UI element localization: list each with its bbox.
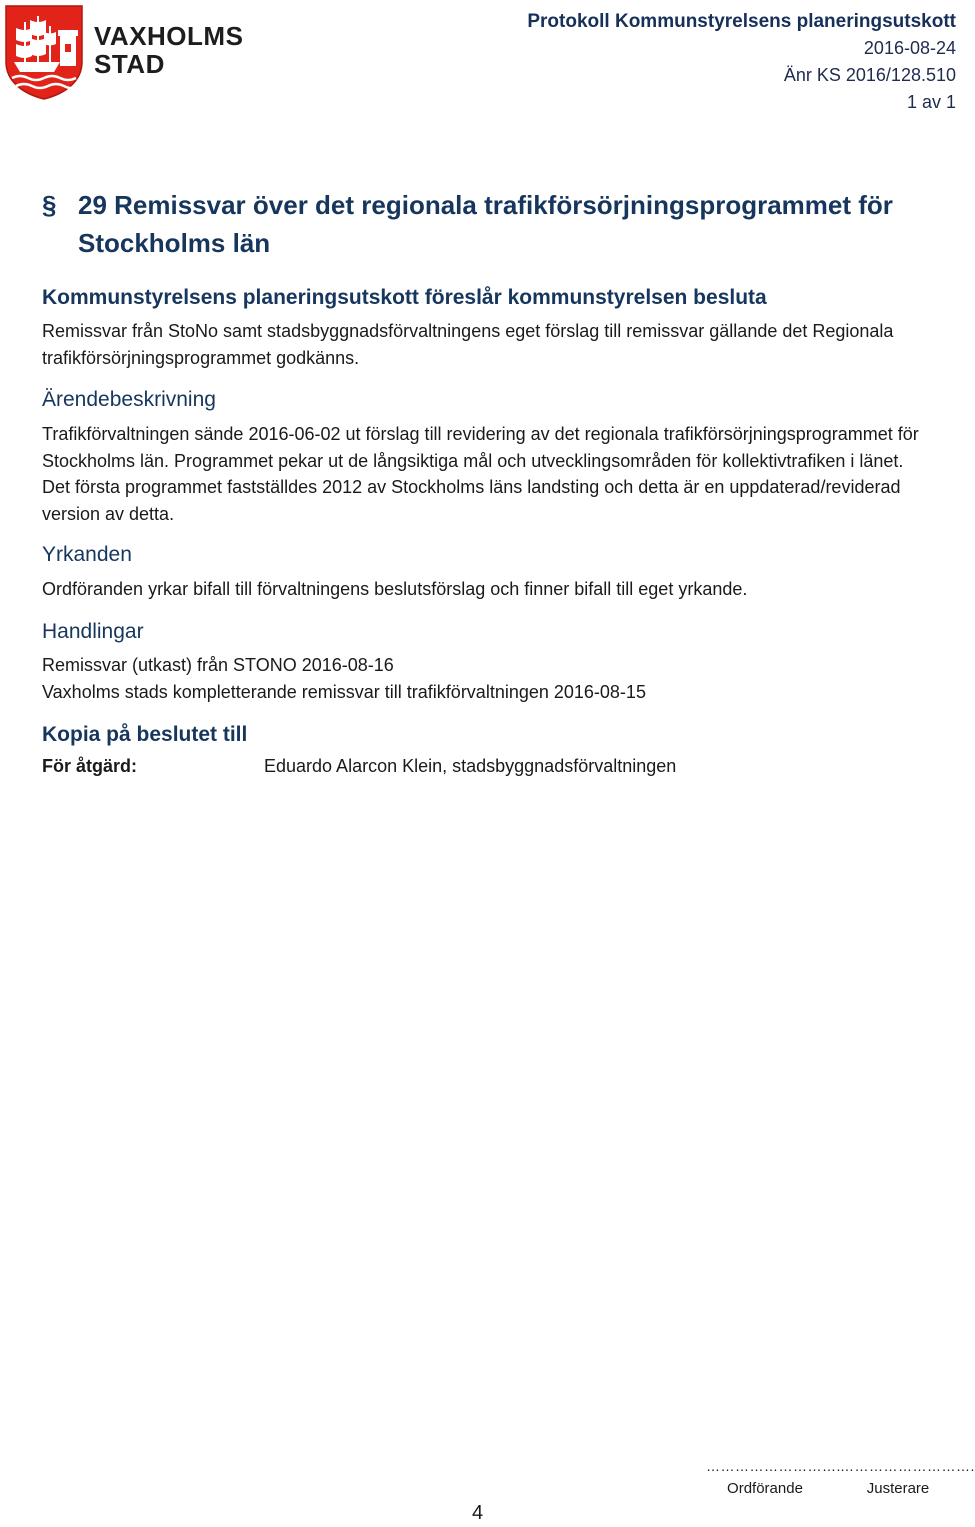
documents-list <box>42 652 922 705</box>
description-heading: Ärendebeskrivning <box>42 388 216 411</box>
copy-heading: Kopia på beslutet till <box>42 723 248 746</box>
paragraph-heading-line2: Stockholms län <box>78 228 271 258</box>
page-count: 1 av 1 <box>906 92 956 112</box>
motions-text: Ordföranden yrkar bifall till förvaltningens beslutsförslag och finner bifall till eget yrkande. <box>42 579 748 599</box>
vaxholm-coat-of-arms-icon <box>4 4 84 100</box>
adjuster-label: Justerare <box>866 1480 930 1497</box>
section-symbol: § <box>42 190 57 220</box>
documents-heading: Handlingar <box>42 620 144 643</box>
motions-heading: Yrkanden <box>42 543 132 566</box>
logo-text-vaxholms: VAXHOLMS <box>94 21 244 51</box>
action-label: För åtgärd: <box>42 756 138 776</box>
signature-line: ………………………. <box>706 1458 841 1474</box>
case-number: Änr KS 2016/128.510 <box>783 65 956 85</box>
meeting-date: 2016-08-24 <box>863 38 956 58</box>
page-number: 4 <box>472 1502 484 1524</box>
description-text: Trafikförvaltningen sände 2016-06-02 ut förslag till revidering av det regionala trafikförsörjningsprogrammet för Stockholms län. Programmet pekar ut de långsiktiga mål och utvecklingsområden för kollektivtrafiken i länet. Det första programmet fastställdes 2012 av Stockholms läns landsting och detta är en uppdaterad/reviderad version av detta. <box>42 424 919 524</box>
signature-line: ………………………. <box>840 1458 975 1474</box>
logo <box>4 4 254 100</box>
document-title: Protokoll Kommunstyrelsens planeringsutskott <box>527 11 956 32</box>
chair-label: Ordförande <box>727 1480 803 1497</box>
paragraph-heading-line1: 29 Remissvar över det regionala trafikförsörjningsprogrammet för <box>78 190 893 220</box>
list-item: Vaxholms stads kompletterande remissvar till trafikförvaltningen 2016-08-15 <box>42 681 646 702</box>
action-recipient: Eduardo Alarcon Klein, stadsbyggnadsförvaltningen <box>264 756 677 776</box>
paragraph-heading <box>42 186 942 262</box>
adjuster-signature <box>840 1458 975 1497</box>
list-item: Remissvar (utkast) från STONO 2016-08-16 <box>42 655 394 675</box>
logo-text-stad: STAD <box>94 49 165 79</box>
chair-signature <box>706 1458 841 1497</box>
document-header <box>527 8 956 116</box>
proposal-text: Remissvar från StoNo samt stadsbyggnadsförvaltningens eget förslag till remissvar gällande det Regionala trafikförsörjningsprogrammet godkänns. <box>42 321 894 368</box>
proposal-heading: Kommunstyrelsens planeringsutskott föreslår kommunstyrelsen besluta <box>42 286 767 309</box>
